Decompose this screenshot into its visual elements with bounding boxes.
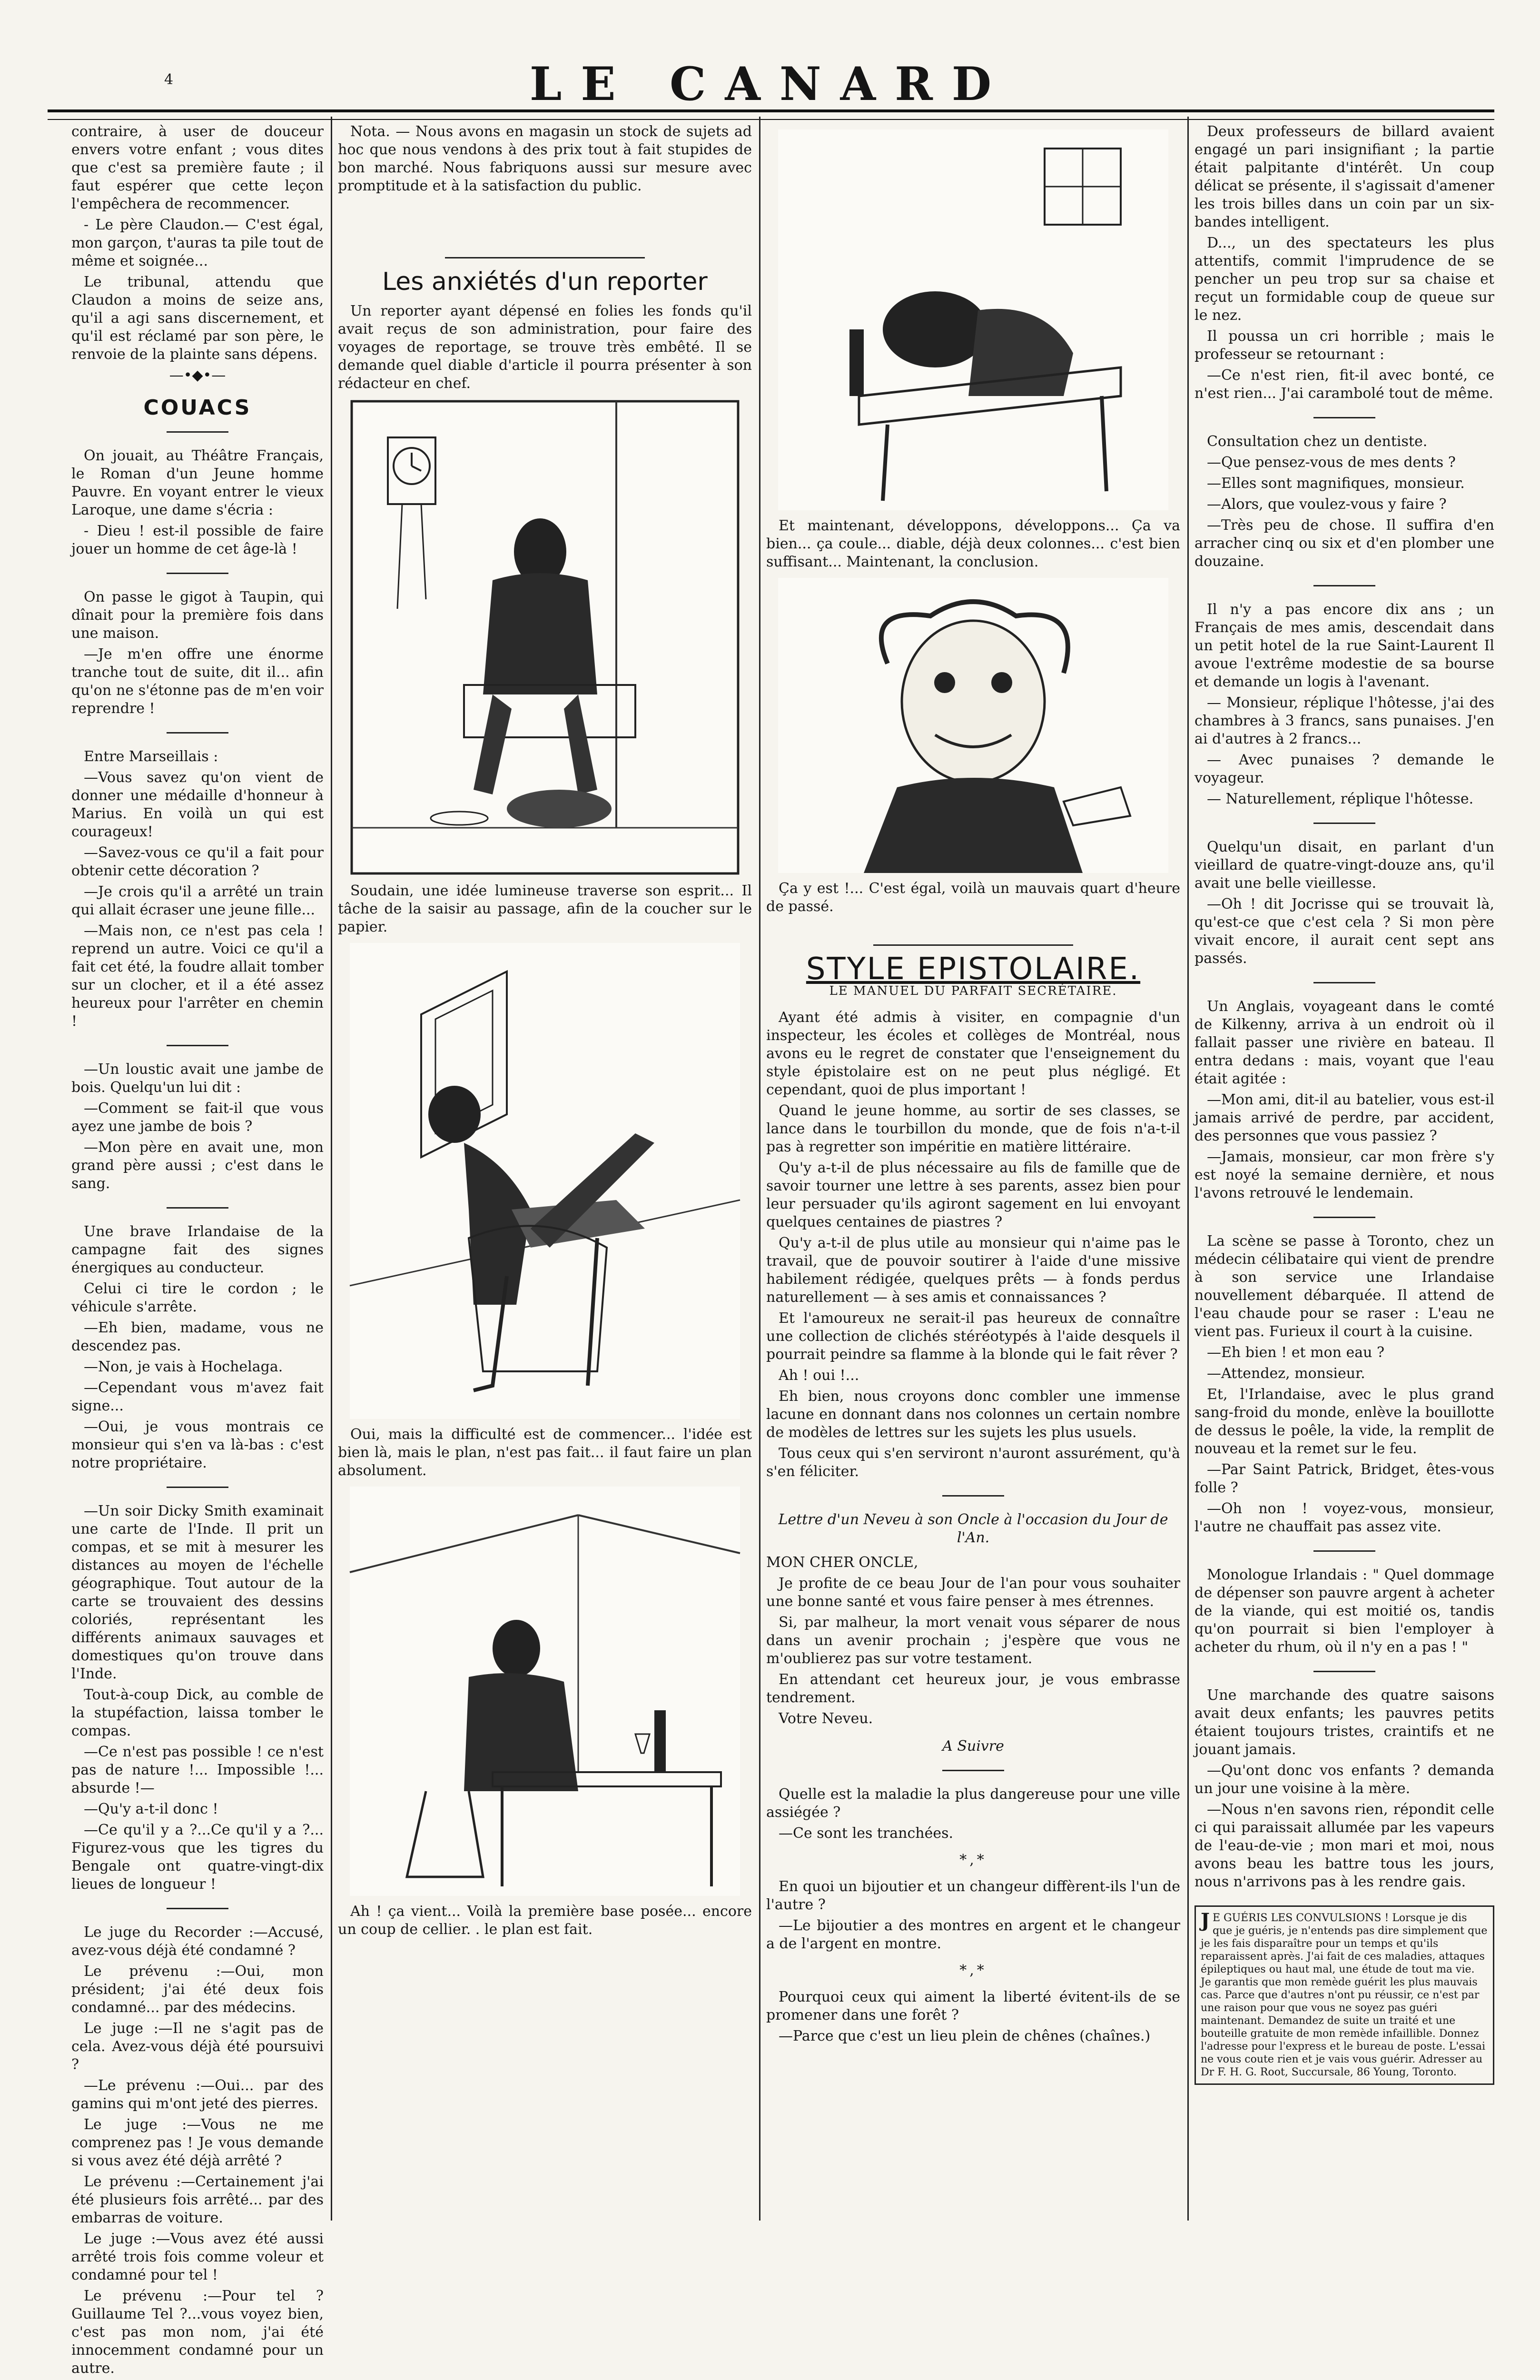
separator [445, 257, 645, 258]
paragraph: Qu'y a-t-il de plus utile au monsieur qui n'aime pas le travail, que de pouvoir soutirer à l'aide d'une missive habilement rédigée, quelques prêts — à fonds perdus naturellement — à ses amis et connaissances ? [766, 1235, 1180, 1306]
paragraph: —Je crois qu'il a arrêté un train qui allait écraser une jeune fille... [71, 883, 324, 918]
paragraph: Qu'y a-t-il de plus nécessaire au fils de famille que de savoir tourner une lettre à ses parents, assez bien pour leur persuader qu'ils agiront sagement en lui envoyant quelques centaines de piastres ? [766, 1160, 1180, 1230]
reporter-chair-illustration [350, 943, 740, 1419]
paragraph: Ah ! oui !... [779, 1367, 859, 1384]
letter-salutation: MON CHER ONCLE, [766, 1554, 918, 1571]
paragraph: — Avec punaises ? demande le voyageur. [1194, 752, 1494, 786]
ornament: —•◆•— [169, 367, 226, 384]
letter-title: Lettre d'un Neveu à son Oncle à l'occasion du Jour de l'An. [778, 1511, 1168, 1546]
paragraph: —Je m'en offre une énorme tranche tout de suite, dit il... afin qu'on ne s'étonne pas de m'en voir reprendre ! [71, 646, 324, 717]
paragraph: D..., un des spectateurs les plus attentifs, commit l'imprudence de se pencher un peu trop sur sa chaise et reçut un formidable coup de queue sur le nez. [1194, 235, 1494, 324]
paragraph: —Eh bien, madame, vous ne descendez pas. [71, 1319, 324, 1354]
paragraph: —Mon ami, dit-il au batelier, vous est-il jamais arrivé de perdre, par accident, des personnes que vous passiez ? [1194, 1091, 1494, 1144]
separator [1313, 1671, 1375, 1672]
separator [167, 573, 228, 574]
paragraph: - Dieu ! est-il possible de faire jouer un homme de cet âge-là ! [71, 523, 324, 557]
paragraph: —Très peu de chose. Il suffira d'en arracher cinq ou six et d'en plomber une douzaine. [1194, 517, 1494, 570]
caption: Ah ! ça vient... Voilà la première base posée... encore un coup de cellier. . le plan est fait. [338, 1903, 752, 1938]
separator [1313, 823, 1375, 824]
column-rule [331, 117, 332, 2221]
separator [167, 1045, 228, 1046]
paragraph: —Un soir Dicky Smith examinait une carte de l'Inde. Il prit un compas, et se mit à mesurer les distances au moyen de l'échelle géographique. Tout autour de la carte se trouvaient des dessins coloriés, représentant les différents animaux sauvages et domestiques qu'on trouve dans l'Inde. [71, 1503, 324, 1682]
paragraph: On passe le gigot à Taupin, qui dînait pour la première fois dans une maison. [71, 589, 324, 642]
nota-paragraph: Nota. — Nous avons en magasin un stock de sujets ad hoc que nous vendons à des prix tout à fait stupides de bon marché. Nous fabriquons aussi sur mesure avec promptitude et à la satisfaction du public. [338, 123, 752, 194]
caption: Et maintenant, développons, développons... Ça va bien... ça coule... diable, déjà deux colonnes... c'est bien suffisant... Maintenant, la conclusion. [766, 517, 1180, 570]
reporter-writing-illustration [778, 129, 1168, 510]
paragraph: —Ce n'est rien, fit-il avec bonté, ce n'est rien... J'ai carambolé tout de même. [1194, 367, 1494, 402]
paragraph: En quoi un bijoutier et un changeur diffèrent-ils l'un de l'autre ? [766, 1878, 1180, 1913]
paragraph: La scène se passe à Toronto, chez un médecin célibataire qui vient de prendre à son service une Irlandaise nouvellement débarquée. Il attend de l'eau chaude pour se raser : L'eau ne vient pas. Furieux il court à la cuisine. [1194, 1233, 1494, 1340]
paragraph: —Oh non ! voyez-vous, monsieur, l'autre ne chauffait pas assez vite. [1194, 1500, 1494, 1535]
paragraph: Une brave Irlandaise de la campagne fait des signes énergiques au conducteur. [71, 1223, 324, 1276]
paragraph: Tous ceux qui s'en serviront n'auront assurément, qu'à s'en féliciter. [766, 1445, 1180, 1480]
column-1 [71, 123, 324, 2377]
paragraph: —Alors, que voulez-vous y faire ? [1207, 496, 1447, 513]
section-heading-couacs: COUACS [143, 396, 252, 420]
paragraph: Le prévenu :—Oui, mon président; j'ai été deux fois condamné... par des médecins. [71, 1963, 324, 2016]
separator [167, 1207, 228, 1209]
paragraph: —Un loustic avait une jambe de bois. Quelqu'un lui dit : [71, 1061, 324, 1096]
separator [873, 944, 1073, 946]
paragraph: Entre Marseillais : [84, 748, 218, 765]
paragraph: Celui ci tire le cordon ; le véhicule s'arrête. [71, 1280, 324, 1315]
paragraph: —Qu'ont donc vos enfants ? demanda un jour une voisine à la mère. [1194, 1762, 1494, 1797]
paragraph: —Oui, je vous montrais ce monsieur qui s'en va là-bas : c'est notre propriétaire. [71, 1418, 324, 1471]
paragraph: - Le père Claudon.— C'est égal, mon garçon, t'auras ta pile tout de même et soignée... [71, 217, 324, 269]
paragraph: —Le bijoutier a des montres en argent et le changeur a de l'argent en montre. [766, 1917, 1180, 1952]
ad-text: E GUÉRIS LES CONVULSIONS ! Lorsque je dis que je guéris, je n'entends pas dire simplement que je les fais disparaître pour un temps et qu'ils reparaissent après. J'ai fait de ces maladies, attaques épileptiques ou haut mal, une étude de tout ma vie. Je garantis que mon remède guérit les plus mauvais cas. Parce que d'autres n'ont pu réussir, ce n'est par une raison pour que vous ne soyez pas guéri maintenant. Demandez de suite un traité et une bouteille gratuite de mon remède infaillible. Donnez l'adresse pour l'express et le bureau de poste. L'essai ne vous coute rien et je vais vous guérir. Adresser au Dr F. H. G. Root, Succursale, 86 Young, Toronto. [1201, 1912, 1488, 2078]
paragraph: Et, l'Irlandaise, avec le plus grand sang-froid du monde, enlève la bouillotte de dessus le poêle, la vide, la remplit de nouveau et la remet sur le feu. [1194, 1386, 1494, 1457]
paragraph: Il poussa un cri horrible ; mais le professeur se retournant : [1194, 328, 1494, 363]
separator [1313, 1550, 1375, 1552]
paragraph: —Jamais, monsieur, car mon frère s'y est noyé la semaine dernière, et nous l'avons retrouvé le lendemain. [1194, 1149, 1494, 1201]
caption: Oui, mais la difficulté est de commencer... l'idée est bien là, mais le plan, n'est pas fait... il faut faire un plan absolument. [338, 1426, 752, 1479]
letter-signature: Votre Neveu. [779, 1710, 873, 1727]
paragraph: Je profite de ce beau Jour de l'an pour vous souhaiter une bonne santé et vous faire penser à mes étrennes. [766, 1575, 1180, 1610]
paragraph: —Qu'y a-t-il donc ! [84, 1801, 218, 1817]
paragraph: contraire, à user de douceur envers votre enfant ; vous dites que c'est sa première faute ; il faut espérer que cette leçon l'empêchera de recommencer. [71, 123, 324, 212]
paragraph: Le juge :—Il ne s'agit pas de cela. Avez-vous déjà été poursuivi ? [71, 2020, 324, 2073]
separator [942, 1770, 1004, 1771]
separator [167, 1908, 228, 1909]
separator [1313, 1217, 1375, 1218]
paragraph: Deux professeurs de billard avaient engagé un pari insignifiant ; la partie était palpitante d'intérêt. Un coup délicat se présente, il s'agissait d'amener les trois billes dans un coin par un six-bandes intelligent. [1194, 123, 1494, 230]
paragraph: —Ce sont les tranchées. [779, 1825, 954, 1842]
advertisement-convulsions [1194, 1905, 1494, 2085]
paragraph: Quelle est la maladie la plus dangereuse pour une ville assiégée ? [766, 1786, 1180, 1821]
column-3 [766, 123, 1180, 2222]
paragraph: —Comment se fait-il que vous ayez une jambe de bois ? [71, 1100, 324, 1135]
paragraph: —Elles sont magnifiques, monsieur. [1207, 475, 1465, 492]
paragraph: Si, par malheur, la mort venait vous séparer de nous dans un avenir prochain ; j'espère que vous ne m'oublierez pas sur votre testament. [766, 1614, 1180, 1667]
paragraph: Le juge :—Vous ne me comprenez pas ! Je vous demande si vous avez été déjà arrêté ? [71, 2116, 324, 2169]
separator [1313, 982, 1375, 983]
reporter-drinking-illustration [350, 1487, 740, 1896]
separator [167, 1487, 228, 1488]
article-title-reporter: Les anxiétés d'un reporter [382, 268, 708, 296]
paragraph: —Par Saint Patrick, Bridget, êtes-vous folle ? [1194, 1461, 1494, 1496]
paragraph: — Naturellement, réplique l'hôtesse. [1207, 791, 1474, 807]
paragraph: —Cependant vous m'avez fait signe... [71, 1379, 324, 1414]
paragraph: Monologue Irlandais : " Quel dommage de dépenser son pauvre argent à acheter de la viande, qui est moitié os, tandis qu'on pourrait si bien l'employer à acheter du rhum, où il n'y en a pas ! " [1194, 1567, 1494, 1656]
paragraph: —Attendez, monsieur. [1207, 1365, 1365, 1382]
caption: Soudain, une idée lumineuse traverse son esprit... Il tâche de la saisir au passage, afin de la coucher sur le papier. [338, 883, 752, 935]
paragraph: Quelqu'un disait, en parlant d'un vieillard de quatre-vingt-douze ans, qu'il avait une belle vieillesse. [1194, 839, 1494, 892]
masthead-rule [48, 109, 1494, 120]
column-2 [338, 123, 752, 2222]
paragraph: —Nous n'en savons rien, répondit celle ci qui paraissait allumée par les vapeurs de l'eau-de-vie ; mon mari et moi, nous avons beau les battre tous les jours, nous n'arrivons pas à les rendre gais. [1194, 1801, 1494, 1890]
paragraph: —Eh bien ! et mon eau ? [1207, 1344, 1385, 1361]
masthead: LE CANARD [529, 57, 1011, 111]
column-rule [1187, 117, 1189, 2221]
paragraph: Le tribunal, attendu que Claudon a moins de seize ans, qu'il a agi sans discernement, et qu'il est réclamé par son père, le renvoie de la plainte sans dépens. [71, 274, 324, 363]
paragraph: Une marchande des quatre saisons avait deux enfants; les pauvres petits étaient toujours tristes, craintifs et ne jouant jamais. [1194, 1687, 1494, 1758]
paragraph: —Non, je vais à Hochelaga. [84, 1359, 283, 1375]
ad-drop-cap: J [1201, 1909, 1210, 1932]
paragraph: Pourquoi ceux qui aiment la liberté évitent-ils de se promener dans une forêt ? [766, 1989, 1180, 2023]
separator [167, 431, 228, 433]
paragraph: — Monsieur, réplique l'hôtesse, j'ai des chambres à 3 francs, sans punaises. J'en ai d'autres à 2 francs... [1194, 694, 1494, 747]
paragraph: Consultation chez un dentiste. [1207, 433, 1428, 450]
paragraph: On jouait, au Théâtre Français, le Roman d'un Jeune homme Pauvre. En voyant entrer le vieux Laroque, une dame s'écria : [71, 447, 324, 518]
column-rule [759, 117, 760, 2221]
paragraph: En attendant cet heureux jour, je vous embrasse tendrement. [766, 1671, 1180, 1706]
paragraph: —Vous savez qu'on vient de donner une médaille d'honneur à Marius. En voilà un qui est courageux! [71, 769, 324, 840]
paragraph: Le prévenu :—Pour tel ? Guillaume Tel ?...vous voyez bien, c'est pas mon nom, j'ai été innocemment condamné pour un autre. [71, 2288, 324, 2377]
to-be-continued: A Suivre [942, 1738, 1004, 1755]
paragraph: —Parce que c'est un lieu plein de chênes (chaînes.) [779, 2028, 1151, 2044]
separator [1313, 585, 1375, 586]
paragraph: —Mon père en avait une, mon grand père aussi ; c'est dans le sang. [71, 1139, 324, 1192]
separator [1313, 417, 1375, 418]
caption: Ça y est !... C'est égal, voilà un mauvais quart d'heure de passé. [766, 880, 1180, 915]
paragraph: Et l'amoureux ne serait-il pas heureux de connaître une collection de clichés stéréotypés à l'aide desquels il pourrait peindre sa flamme à la blonde qui le fait rêver ? [766, 1310, 1180, 1363]
paragraph: Il n'y a pas encore dix ans ; un Français de mes amis, descendait dans un petit hotel de la rue Saint-Laurent Il avoue l'extrême modestie de sa bourse et demande un logis à l'avenant. [1194, 601, 1494, 690]
paragraph: Le prévenu :—Certainement j'ai été plusieurs fois arrêté... par des embarras de voiture. [71, 2173, 324, 2226]
paragraph: —Le prévenu :—Oui... par des gamins qui m'ont jeté des pierres. [71, 2077, 324, 2112]
paragraph: Le juge :—Vous avez été aussi arrêté trois fois comme voleur et condamné pour tel ! [71, 2231, 324, 2283]
paragraph: Quand le jeune homme, au sortir de ses classes, se lance dans le tourbillon du monde, que de fois n'a-t-il pas à regretter son impéritie en matière littéraire. [766, 1102, 1180, 1155]
reporter-sitting-illustration [350, 399, 740, 875]
paragraph: Un Anglais, voyageant dans le comté de Kilkenny, arriva à un endroit où il fallait passer une rivière en bateau. Il entra dedans : mais, voyant que l'eau était agitée : [1194, 998, 1494, 1087]
paragraph: —Oh ! dit Jocrisse qui se trouvait là, qu'est-ce que c'est cela ? Si mon père vivait encore, il aurait cent sept ans passés. [1194, 896, 1494, 967]
article-subtitle: LE MANUEL DU PARFAIT SECRÉTAIRE. [829, 984, 1117, 998]
paragraph: —Ce qu'il y a ?...Ce qu'il y a ?... Figurez-vous que les tigres du Bengale ont quatre-vingt-dix lieues de longueur ! [71, 1822, 324, 1893]
paragraph: —Que pensez-vous de mes dents ? [1207, 454, 1456, 471]
paragraph: —Savez-vous ce qu'il a fait pour obtenir cette décoration ? [71, 844, 324, 879]
paragraph: Tout-à-coup Dick, au comble de la stupéfaction, laissa tomber le compas. [71, 1686, 324, 1739]
asterism: *,* [959, 1962, 987, 1979]
separator [942, 1495, 1004, 1497]
separator [167, 732, 228, 734]
column-4 [1194, 123, 1494, 2222]
reporter-laughing-illustration [778, 578, 1168, 873]
paragraph: Eh bien, nous croyons donc combler une immense lacune en donnant dans nos colonnes un certain nombre de modèles de lettres sur les sujets les plus usuels. [766, 1388, 1180, 1441]
paragraph: Un reporter ayant dépensé en folies les fonds qu'il avait reçus de son administration, pour faire des voyages de reportage, se trouve très embêté. Il se demande quel diable d'article il pourra présenter à son rédacteur en chef. [338, 303, 752, 392]
paragraph: Ayant été admis à visiter, en compagnie d'un inspecteur, les écoles et collèges de Montréal, nous avons eu le regret de constater que l'enseignement du style épistolaire est on ne peut plus négligé. Et cependant, quoi de plus important ! [766, 1009, 1180, 1098]
article-title-style-epistolaire: STYLE EPISTOLAIRE. [806, 952, 1141, 987]
page-number: 4 [164, 71, 174, 88]
paragraph: —Mais non, ce n'est pas cela ! reprend un autre. Voici ce qu'il a fait cet été, la foudre allait tomber sur un clocher, et il a été assez heureux pour l'arrêter en chemin ! [71, 922, 324, 1030]
paragraph: —Ce n'est pas possible ! ce n'est pas de nature !... Impossible !... absurde !— [71, 1744, 324, 1796]
paragraph: Le juge du Recorder :—Accusé, avez-vous déjà été condamné ? [71, 1924, 324, 1959]
asterism: *,* [959, 1852, 987, 1868]
